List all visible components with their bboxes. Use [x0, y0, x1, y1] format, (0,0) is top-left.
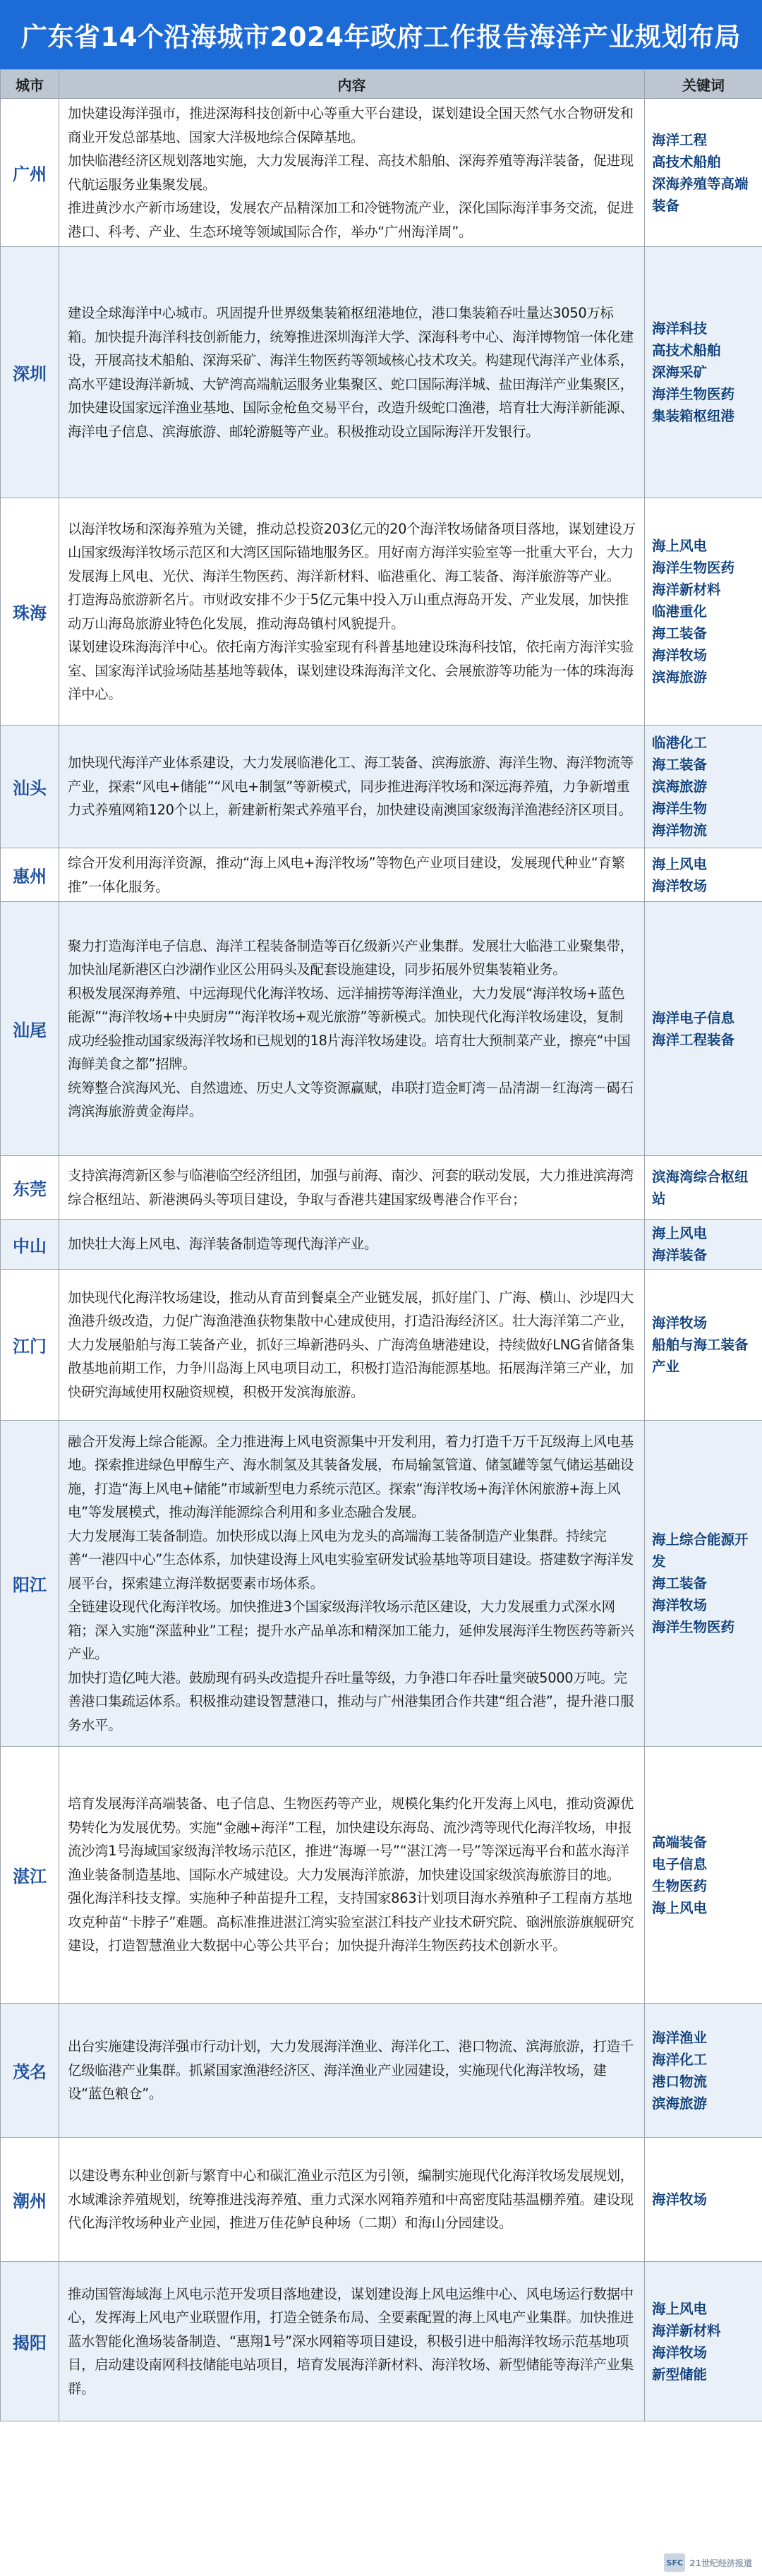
city-cell: 汕头 — [1, 726, 59, 848]
keyword-item: 临港化工 — [652, 735, 708, 751]
city-cell: 阳江 — [1, 1421, 59, 1747]
keywords-cell — [645, 2004, 762, 2138]
content-paragraph: 融合开发海上综合能源。全力推进海上风电资源集中开发利用，着力打造千万千瓦级海上风电基地。探索推进绿色甲醇生产、海水制氢及其装备发展，布局输氢管道、储氢罐等氢气储运基础设施，打造“海上风电+储能”市域新型电力系统示范区。探索“海洋牧场+海洋休闲旅游+海上风电”等发展模式，推动海洋能源综合利用和多业态融合发展。 — [68, 1433, 634, 1521]
logo-icon: SFC — [664, 2553, 685, 2572]
city-cell: 揭阳 — [1, 2262, 59, 2421]
table-row — [1, 1220, 762, 1270]
city-cell: 茂名 — [1, 2004, 59, 2138]
table-row — [1, 99, 762, 247]
keywords-cell — [645, 2138, 762, 2262]
city-cell: 汕尾 — [1, 902, 59, 1156]
keyword-item: 深海采矿 — [652, 364, 708, 380]
publisher-logo — [664, 2553, 752, 2572]
content-cell — [59, 2004, 645, 2138]
table-row — [1, 848, 762, 902]
keywords-cell — [645, 902, 762, 1156]
content-paragraph: 以建设粤东种业创新与繁育中心和碳汇渔业示范区为引领，编制实施现代化海洋牧场发展规划，水域滩涂养殖规划，统筹推进浅海养殖、重力式深水网箱养殖和中高密度陆基温棚养殖。建设现代化海洋牧场种业产业园，推进万佳花鲈良种场（二期）和海山分园建设。 — [68, 2167, 634, 2232]
keyword-item: 滨海旅游 — [652, 2095, 708, 2112]
keywords-cell — [645, 1156, 762, 1220]
keyword-item: 海洋牧场 — [652, 647, 708, 663]
city-cell: 惠州 — [1, 848, 59, 902]
keyword-item: 船舶与海工装备产业 — [652, 1337, 749, 1375]
content-paragraph: 加快临港经济区规划落地实施，大力发展海洋工程、高技术船舶、深海养殖等海洋装备，促进现代航运服务业集聚发展。 — [68, 152, 634, 193]
content-cell — [59, 1421, 645, 1747]
keyword-item: 高端装备 — [652, 1834, 708, 1850]
table-row — [1, 1421, 762, 1747]
table-row — [1, 1270, 762, 1421]
keyword-item: 海洋牧场 — [652, 1315, 708, 1331]
content-paragraph: 加快现代化海洋牧场建设，推动从育苗到餐桌全产业链发展，抓好崖门、广海、横山、沙堤四大渔港升级改造，力促广海渔港渔获物集散中心建成使用，打造沿海经济区。壮大海洋第二产业，大力发展船舶与海工装备产业，抓好三埠新港码头、广海湾鱼塘港建设，持续做好LNG省储备集散基地前期工作，力争川岛海上风电项目动工，积极打造沿海能源基地。拓展海洋第三产业，加快研究海域使用权融资规模，积极开发滨海旅游。 — [68, 1289, 635, 1400]
keyword-item: 集装箱枢纽港 — [652, 408, 735, 424]
city-cell: 江门 — [1, 1270, 59, 1421]
keyword-item: 海洋牧场 — [652, 877, 708, 894]
content-cell — [59, 902, 645, 1156]
content-cell — [59, 726, 645, 848]
keyword-item: 海洋新材料 — [652, 2322, 721, 2339]
keyword-item: 高技术船舶 — [652, 153, 721, 170]
content-cell — [59, 247, 645, 498]
keyword-item: 滨海旅游 — [652, 778, 708, 795]
keyword-item: 滨海旅游 — [652, 669, 708, 685]
content-paragraph: 打造海岛旅游新名片。市财政安排不少于5亿元集中投入万山重点海岛开发、产业发展，加快推动万山海岛旅游业特色化发展，推动海岛镇村风貌提升。 — [68, 591, 629, 632]
keyword-item: 海工装备 — [652, 1575, 708, 1591]
table-body — [1, 99, 762, 2421]
content-paragraph: 出台实施建设海洋强市行动计划，大力发展海洋渔业、海洋化工、港口物流、滨海旅游，打造千亿级临港产业集群。抓紧国家渔港经济区、海洋渔业产业园建设，实施现代化海洋牧场，建设“蓝色粮仓”。 — [68, 2038, 634, 2102]
content-cell — [59, 2138, 645, 2262]
keyword-item: 海洋装备 — [652, 1247, 708, 1263]
keywords-cell — [645, 1747, 762, 2004]
content-paragraph: 聚力打造海洋电子信息、海洋工程装备制造等百亿级新兴产业集群。发展壮大临港工业聚集带，加快汕尾新港区白沙湖作业区公用码头及配套设施建设，同步拓展外贸集装箱业务。 — [68, 937, 634, 977]
keyword-item: 海洋生物 — [652, 800, 708, 817]
content-paragraph: 加快建设海洋强市，推进深海科技创新中心等重大平台建设，谋划建设全国天然气水合物研发和商业开发总部基地、国家大洋极地综合保障基地。 — [68, 105, 634, 145]
table-row — [1, 902, 762, 1156]
keyword-item: 海洋工程 — [652, 131, 708, 148]
content-paragraph: 积极发展深海养殖、中远海现代化海洋牧场、远洋捕捞等海洋渔业，大力发展“海洋牧场+蓝色能源”“海洋牧场+中央厨房”“海洋牧场+观光旅游”等新模式。加快现代化海洋牧场建设，复制成功经验推动国家级海洋牧场和已规划的18片海洋牧场建设。培育壮大预制菜产业，擦亮“中国海鲜美食之都”招牌。 — [68, 985, 631, 1072]
content-paragraph: 强化海洋科技支撑。实施种子种苗提升工程，支持国家863计划项目海水养殖种子工程南方基地攻克种苗“卡脖子”难题。高标准推进湛江湾实验室湛江科技产业技术研究院、硇洲旅游旗舰研究建设，打造智慧渔业大数据中心等公共平台；加快提升海洋生物医药技术创新水平。 — [68, 1890, 634, 1954]
content-paragraph: 推进黄沙水产新市场建设，发展农产品精深加工和冷链物流产业，深化国际海洋事务交流，促进港口、科考、产业、生态环境等领域国际合作，举办“广州海洋周”。 — [68, 200, 634, 240]
keyword-item: 海上综合能源开发 — [652, 1531, 749, 1570]
content-cell — [59, 1270, 645, 1421]
keyword-item: 海工装备 — [652, 757, 708, 773]
city-cell: 广州 — [1, 99, 59, 247]
content-paragraph: 全链建设现代化海洋牧场。加快推进3个国家级海洋牧场示范区建设，大力发展重力式深水网箱；深入实施“深蓝种业”工程；提升水产品单冻和精深加工能力，延伸发展海洋生物医药等新兴产业。 — [68, 1599, 634, 1663]
keyword-item: 滨海湾综合枢纽站 — [652, 1168, 749, 1207]
header-city: 城市 — [1, 70, 59, 99]
content-paragraph: 综合开发利用海洋资源，推动“海上风电+海洋牧场”等物色产业项目建设，发展现代种业“育繁推”一体化服务。 — [68, 855, 625, 895]
keywords-cell — [645, 1421, 762, 1747]
logo-text: 21世纪经济报道 — [689, 2558, 752, 2568]
content-paragraph: 加快壮大海上风电、海洋装备制造等现代海洋产业。 — [68, 1236, 378, 1253]
content-paragraph: 大力发展海工装备制造。加快形成以海上风电为龙头的高端海工装备制造产业集群。持续完善“一港四中心”生态体系，加快建设海上风电实验室研发试验基地等项目建设。搭建数字海洋发展平台，探索建立海洋数据要素市场体系。 — [68, 1527, 634, 1591]
keyword-item: 海洋科技 — [652, 320, 708, 337]
keywords-cell — [645, 726, 762, 848]
keyword-item: 海洋化工 — [652, 2051, 708, 2068]
keyword-item: 海洋牧场 — [652, 2344, 708, 2361]
content-paragraph: 建设全球海洋中心城市。巩固提升世界级集装箱枢纽港地位，港口集装箱吞吐量达3050万标箱。加快提升海洋科技创新能力，统筹推进深圳海洋大学、深海科考中心、海洋博物馆一体化建设，开展高技术船舶、深海采矿、海洋生物医药等领域核心技术攻关。构建现代海洋产业体系，高水平建设海洋新城、大铲湾高端航运服务业集聚区、蛇口国际海洋城、盐田海洋产业集聚区，加快建设国家远洋渔业基地、国际金枪鱼交易平台，改造升级蛇口渔港，培育壮大海洋新能源、海洋电子信息、滨海旅游、邮轮游艇等产业。积极推动设立国际海洋开发银行。 — [68, 305, 634, 440]
content-cell — [59, 99, 645, 247]
table-row — [1, 247, 762, 498]
table-row — [1, 726, 762, 848]
content-paragraph: 推动国管海域海上风电示范开发项目落地建设，谋划建设海上风电运维中心、风电场运行数据中心，发挥海上风电产业联盟作用，打造全链条布局、全要素配置的海上风电产业集群。加快推进蓝水智能化渔场装备制造、“惠翔1号”深水网箱等项目建设，积极引进中船海洋牧场示范基地项目，启动建设南网科技储能电站项目，培育发展海洋新材料、海洋牧场、新型储能等海洋产业集群。 — [68, 2285, 634, 2397]
keyword-item: 海洋生物医药 — [652, 1619, 735, 1635]
content-paragraph: 统筹整合滨海风光、自然遗迹、历史人文等资源赢赋，串联打造金町湾－品清湖－红海湾－碣石湾滨海旅游黄金海岸。 — [68, 1079, 634, 1119]
keyword-item: 海洋生物医药 — [652, 386, 735, 402]
city-cell: 湛江 — [1, 1747, 59, 2004]
content-paragraph: 加快现代海洋产业体系建设，大力发展临港化工、海工装备、滨海旅游、海洋生物、海洋物流等产业，探索“风电+储能”“风电+制氢”等新模式，同步推进海洋牧场和深远海养殖，力争新增重力式养殖网箱120个以上，新建新桁架式养殖平台，加快建设南澳国家级海洋渔港经济区项目。 — [68, 754, 634, 819]
keyword-item: 海洋新材料 — [652, 582, 721, 598]
table-header-row — [1, 70, 762, 99]
header-content: 内容 — [59, 70, 645, 99]
keyword-item: 临港重化 — [652, 603, 708, 620]
planning-table — [0, 69, 762, 2421]
content-paragraph: 加快打造亿吨大港。鼓励现有码头改造提升吞吐量等级，力争港口年吞吐量突破5000万吨。完善港口集疏运体系。积极推动建设智慧港口，推动与广州港集团合作共建“组合港”，提升港口服务水平。 — [68, 1669, 634, 1733]
table-row — [1, 2138, 762, 2262]
keyword-item: 海洋工程装备 — [652, 1031, 735, 1048]
keywords-cell — [645, 1270, 762, 1421]
keyword-item: 高技术船舶 — [652, 342, 721, 359]
content-cell — [59, 848, 645, 902]
keywords-cell — [645, 848, 762, 902]
keyword-item: 生物医药 — [652, 1877, 708, 1894]
table-row — [1, 1747, 762, 2004]
city-cell: 潮州 — [1, 2138, 59, 2262]
keyword-item: 海洋生物医药 — [652, 560, 735, 576]
keyword-item: 海洋电子信息 — [652, 1009, 735, 1026]
keywords-cell — [645, 2262, 762, 2421]
keyword-item: 新型储能 — [652, 2366, 708, 2383]
city-cell: 中山 — [1, 1220, 59, 1270]
header-keywords: 关键词 — [645, 70, 762, 99]
keyword-item: 海洋牧场 — [652, 1597, 708, 1613]
table-row — [1, 498, 762, 726]
keywords-cell — [645, 498, 762, 726]
keyword-item: 海洋物流 — [652, 822, 708, 838]
keyword-item: 深海养殖等高端装备 — [652, 175, 749, 214]
content-cell — [59, 498, 645, 726]
content-paragraph: 以海洋牧场和深海养殖为关键，推动总投资203亿元的20个海洋牧场储备项目落地，谋划建设万山国家级海洋牧场示范区和大湾区国际锚地服务区。用好南方海洋实验室等一批重大平台，大力发展海上风电、光伏、海洋生物医药、海洋新材料、临港重化、海工装备、海洋旅游等产业。 — [68, 520, 636, 584]
table-row — [1, 2004, 762, 2138]
keyword-item: 海工装备 — [652, 625, 708, 642]
table-row — [1, 1156, 762, 1220]
city-cell: 深圳 — [1, 247, 59, 498]
table-row — [1, 2262, 762, 2421]
keyword-item: 电子信息 — [652, 1855, 708, 1872]
keyword-item: 海上风电 — [652, 538, 708, 554]
content-paragraph: 培育发展海洋高端装备、电子信息、生物医药等产业，规模化集约化开发海上风电，推动资源优势转化为发展优势。实施“金融+海洋”工程，加快建设东海岛、流沙湾等现代化海洋牧场，申报流沙湾1号海域国家级海洋牧场示范区，推进“海塬一号”“湛江湾一号”等深远海平台和蓝水海洋渔业装备制造基地、国际水产城建设。大力发展海洋旅游，加快建设国家级滨海旅游目的地。 — [68, 1795, 634, 1883]
keywords-cell — [645, 99, 762, 247]
city-cell: 珠海 — [1, 498, 59, 726]
content-paragraph: 谋划建设珠海海洋中心。依托南方海洋实验室现有科普基地建设珠海科技馆，依托南方海洋实验室、国家海洋试验场陆基基地等载体，谋划建设珠海海洋文化、会展旅游等功能为一体的珠海海洋中心。 — [68, 639, 634, 702]
keyword-item: 海上风电 — [652, 2300, 708, 2317]
content-cell — [59, 1747, 645, 2004]
keyword-item: 海上风电 — [652, 855, 708, 872]
content-paragraph: 支持滨海湾新区参与临港临空经济组团，加强与前海、南沙、河套的联动发展，大力推进滨海湾综合枢纽站、新港澳码头等项目建设，争取与香港共建国家级粤港合作平台； — [68, 1167, 634, 1208]
keywords-cell — [645, 247, 762, 498]
keyword-item: 海洋牧场 — [652, 2191, 708, 2208]
keyword-item: 海上风电 — [652, 1899, 708, 1916]
keyword-item: 港口物流 — [652, 2073, 708, 2090]
content-cell — [59, 2262, 645, 2421]
keyword-item: 海洋渔业 — [652, 2029, 708, 2046]
city-cell: 东莞 — [1, 1156, 59, 1220]
content-cell — [59, 1156, 645, 1220]
page-title: 广东省14个沿海城市2024年政府工作报告海洋产业规划布局 — [0, 0, 762, 69]
keywords-cell — [645, 1220, 762, 1270]
keyword-item: 海上风电 — [652, 1225, 708, 1241]
content-cell — [59, 1220, 645, 1270]
